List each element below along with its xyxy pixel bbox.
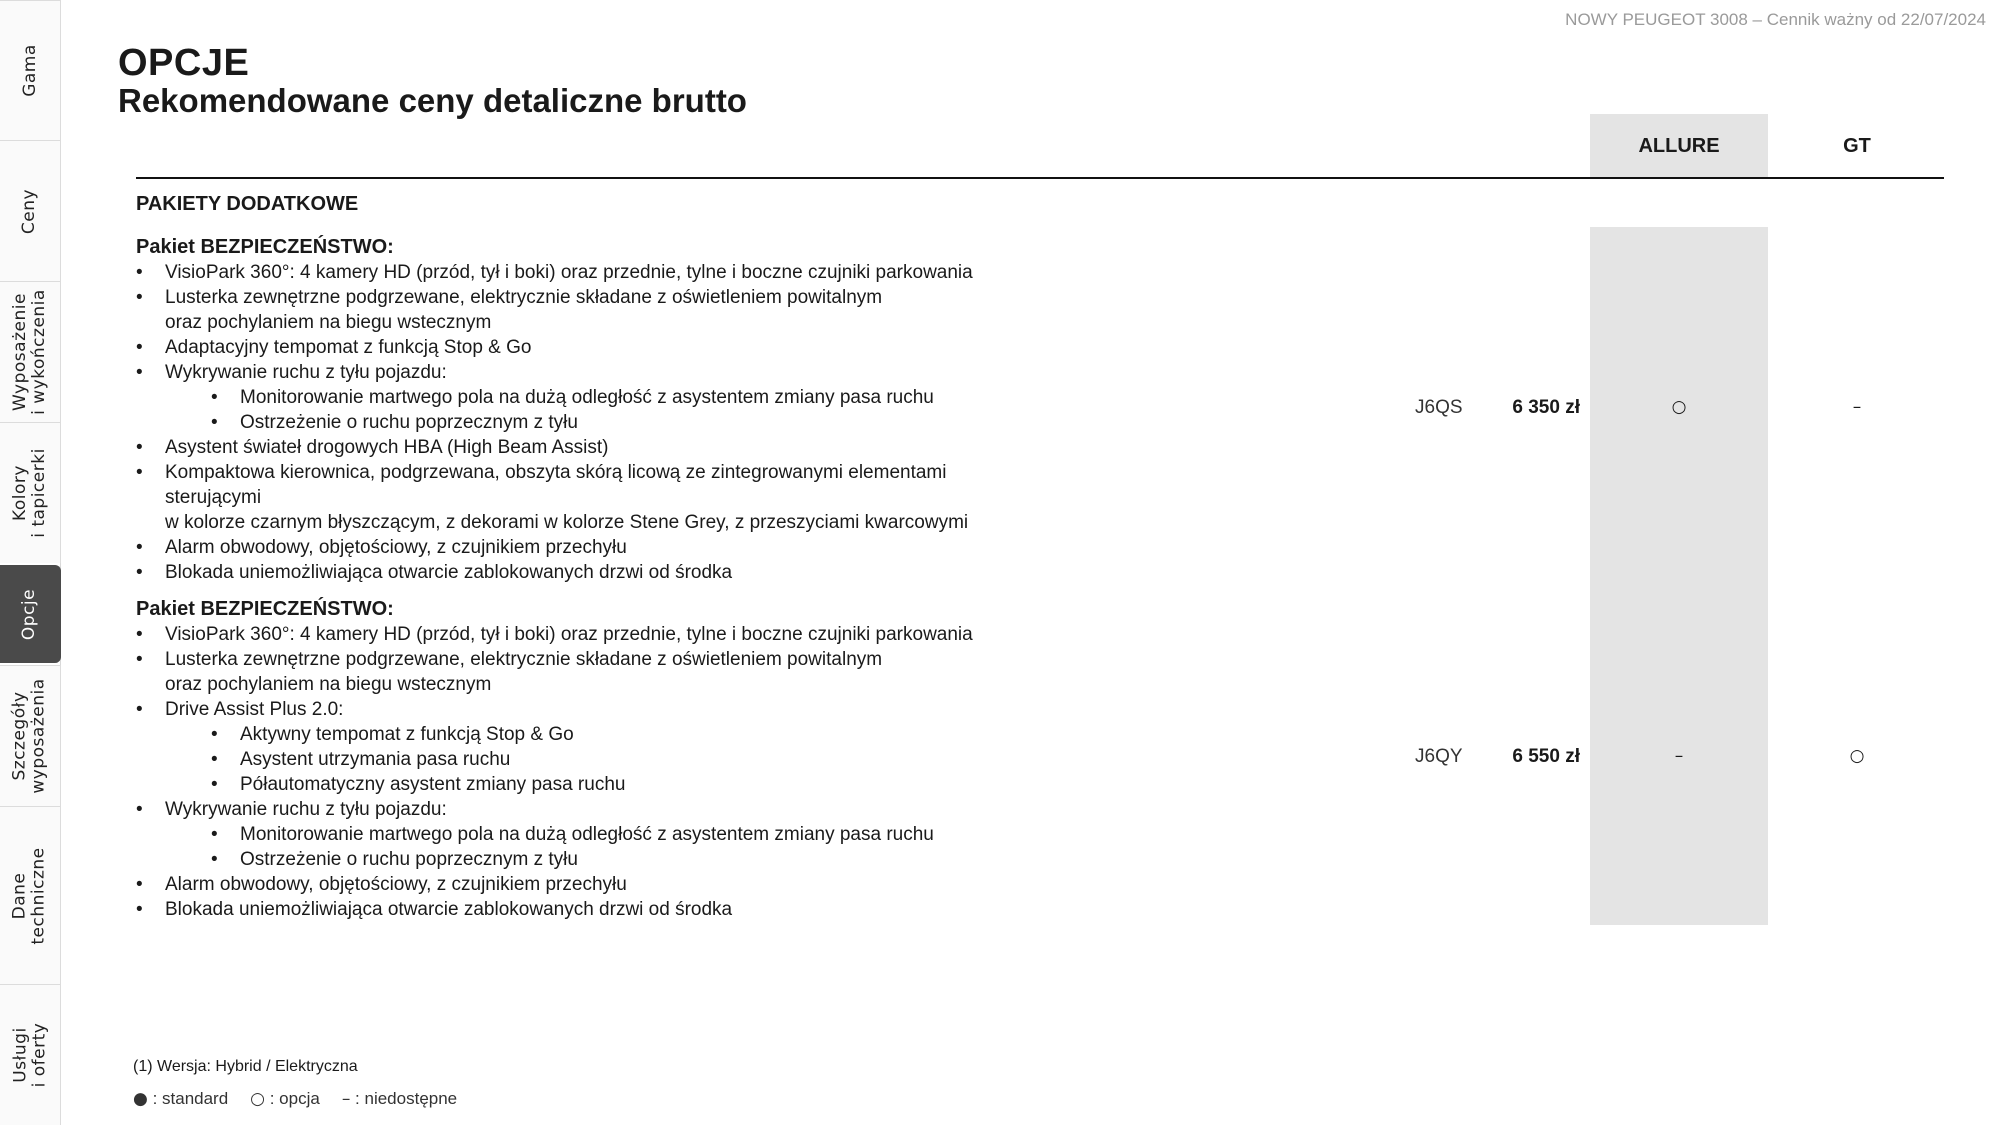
list-item: • VisioPark 360°: 4 kamery HD (przód, tył i boki) oraz przednie, tylne i boczne czujniki parkowania [136,260,973,285]
sidebar-nav [0,0,61,1125]
legend-unavailable [342,1089,457,1109]
gt-availability: ○ [1849,746,1865,766]
package-title: Pakiet BEZPIECZEŃSTWO: [136,598,394,620]
sidebar-item-szczegoly[interactable] [0,665,61,806]
list-item: • Drive Assist Plus 2.0: [136,697,973,722]
legend-text: : niedostępne [350,1089,458,1108]
list-item: • Wykrywanie ruchu z tyłu pojazdu: [136,360,973,385]
list-item: • VisioPark 360°: 4 kamery HD (przód, tył i boki) oraz przednie, tylne i boczne czujniki parkowania [136,622,973,647]
allure-availability: – [1674,746,1684,766]
legend [133,1089,457,1109]
list-item: • Aktywny tempomat z funkcją Stop & Go [136,722,973,747]
sidebar-item-dane-techniczne[interactable] [0,806,61,984]
sidebar-item-label: Usługi i oferty [10,1022,49,1088]
list-item: oraz pochylaniem na biegu wstecznym [165,312,492,333]
footnote: (1) Wersja: Hybrid / Elektryczna [133,1058,358,1075]
legend-text: : standard [147,1089,229,1108]
allure-availability: ○ [1671,397,1687,417]
option-code: J6QY [1415,746,1463,767]
column-header-gt: GT [1843,134,1871,157]
legend-option [250,1089,320,1109]
option-code: J6QS [1415,397,1463,418]
package-feature-list [136,622,973,922]
allure-column-shade [1590,227,1768,925]
document-header: NOWY PEUGEOT 3008 – Cennik ważny od 22/07/2024 [1565,10,1986,29]
gt-availability: – [1852,397,1862,417]
column-header-allure: ALLURE [1638,134,1720,157]
sidebar-item-label: Szczegóły wyposażenia [10,678,50,794]
list-item: • Półautomatyczny asystent zmiany pasa ruchu [136,772,973,797]
list-item: • Ostrzeżenie o ruchu poprzecznym z tyłu [136,847,973,872]
list-item: oraz pochylaniem na biegu wstecznym [165,674,492,695]
sidebar-item-label: Gama [19,44,40,97]
sidebar-item-label: Opcje [19,588,40,641]
page-subtitle: Rekomendowane ceny detaliczne brutto [118,82,747,119]
list-item: • Alarm obwodowy, objętościowy, z czujnikiem przechyłu [136,872,973,897]
list-item: • Kompaktowa kierownica, podgrzewana, obszyta skórą licową ze zintegrowanymi elementami [136,460,973,485]
sidebar-item-label: Kolory i tapicerki [10,448,49,538]
list-item: • Asystent świateł drogowych HBA (High Beam Assist) [136,435,973,460]
package-title: Pakiet BEZPIECZEŃSTWO: [136,236,394,258]
option-price: 6 550 zł [1512,746,1580,767]
list-item: • Adaptacyjny tempomat z funkcją Stop & Go [136,335,973,360]
option-price: 6 350 zł [1512,397,1580,418]
list-item: sterującymi [165,487,262,508]
list-item: • Asystent utrzymania pasa ruchu [136,747,973,772]
sidebar-item-label: Ceny [19,188,40,234]
list-item: • Ostrzeżenie o ruchu poprzecznym z tyłu [136,410,973,435]
sidebar-item-ceny[interactable] [0,140,61,281]
legend-text: : opcja [265,1089,320,1108]
package-feature-list [136,260,973,585]
sidebar-item-label: Dane techniczne [10,846,49,945]
list-item: • Wykrywanie ruchu z tyłu pojazdu: [136,797,973,822]
list-item: • Monitorowanie martwego pola na dużą odległość z asystentem zmiany pasa ruchu [136,385,973,410]
sidebar-item-opcje[interactable] [0,565,61,663]
header-divider [136,177,1944,179]
legend-standard [133,1089,228,1109]
list-item: • Lusterka zewnętrzne podgrzewane, elektrycznie składane z oświetleniem powitalnym [136,285,973,310]
package-block [136,235,973,585]
list-item: • Lusterka zewnętrzne podgrzewane, elektrycznie składane z oświetleniem powitalnym [136,647,973,672]
sidebar-item-label: Wyposażenie i wykończenia [10,289,49,415]
list-item: w kolorze czarnym błyszczącym, z dekorami w kolorze Stene Grey, z przeszyciami kwarcowymi [165,512,969,533]
sidebar-item-wyposazenie[interactable] [0,281,61,422]
sidebar-item-gama[interactable] [0,0,61,140]
package-block [136,597,973,922]
list-item: • Monitorowanie martwego pola na dużą odległość z asystentem zmiany pasa ruchu [136,822,973,847]
section-title: PAKIETY DODATKOWE [136,193,359,215]
list-item: • Blokada uniemożliwiająca otwarcie zablokowanych drzwi od środka [136,560,973,585]
legend-symbol: – [341,1089,351,1109]
legend-symbol: ● [133,1089,148,1109]
sidebar-item-uslugi[interactable] [0,984,61,1125]
list-item: • Blokada uniemożliwiająca otwarcie zablokowanych drzwi od środka [136,897,973,922]
legend-symbol: ○ [250,1089,266,1109]
page-title: OPCJE [118,42,250,84]
list-item: • Alarm obwodowy, objętościowy, z czujnikiem przechyłu [136,535,973,560]
sidebar-item-kolory[interactable] [0,422,61,563]
